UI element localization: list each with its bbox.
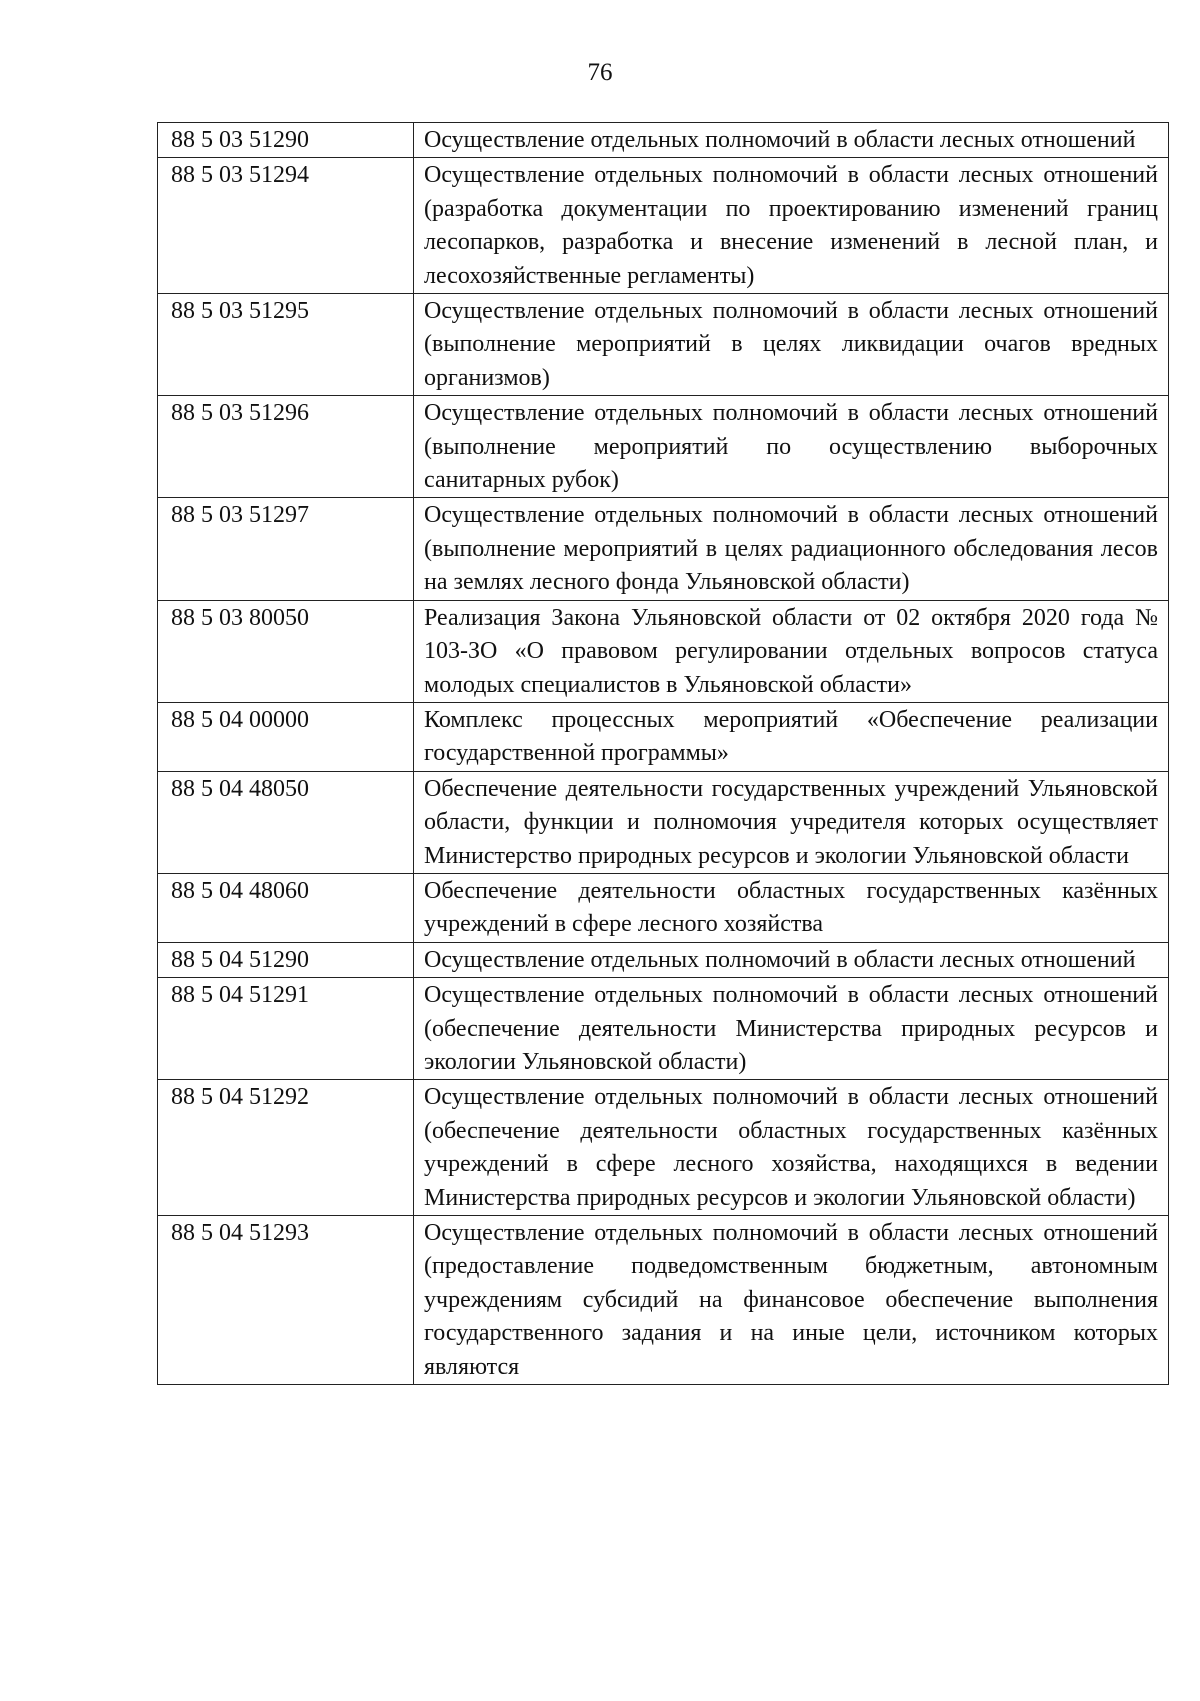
description-cell: Осуществление отдельных полномочий в области лесных отношений (обеспечение деятельности областных государственных казённых учреждений в сфере лесного хозяйства, находящихся в ведении Министерства природных ресурсов и экологии Ульяновской области) [414, 1080, 1169, 1216]
table-row [158, 600, 1169, 702]
table-row [158, 294, 1169, 396]
code-cell: 88 5 03 51297 [158, 498, 414, 600]
code-cell: 88 5 04 48060 [158, 873, 414, 942]
code-cell: 88 5 03 80050 [158, 600, 414, 702]
code-cell: 88 5 04 48050 [158, 771, 414, 873]
description-cell: Обеспечение деятельности государственных учреждений Ульяновской области, функции и полномочия учредителя которых осуществляет Министерство природных ресурсов и экологии Ульяновской области [414, 771, 1169, 873]
description-cell: Осуществление отдельных полномочий в области лесных отношений (выполнение мероприятий в целях радиационного обследования лесов на землях лесного фонда Ульяновской области) [414, 498, 1169, 600]
table-body [158, 123, 1169, 1385]
description-cell: Осуществление отдельных полномочий в области лесных отношений (разработка документации по проектированию изменений границ лесопарков, разработка и внесение изменений в лесной план, и лесохозяйственные регламенты) [414, 158, 1169, 294]
description-cell: Комплекс процессных мероприятий «Обеспечение реализации государственной программы» [414, 702, 1169, 771]
description-cell: Осуществление отдельных полномочий в области лесных отношений (предоставление подведомственным бюджетным, автономным учреждениям субсидий на финансовое обеспечение выполнения государственного задания и на иные цели, источником которых являются [414, 1216, 1169, 1385]
table-row [158, 396, 1169, 498]
description-cell: Осуществление отдельных полномочий в области лесных отношений [414, 942, 1169, 977]
table-row [158, 158, 1169, 294]
description-cell: Реализация Закона Ульяновской области от 02 октября 2020 года № 103-ЗО «О правовом регулировании отдельных вопросов статуса молодых специалистов в Ульяновской области» [414, 600, 1169, 702]
page-number: 76 [587, 59, 613, 86]
code-cell: 88 5 04 00000 [158, 702, 414, 771]
code-cell: 88 5 04 51293 [158, 1216, 414, 1385]
table-row [158, 123, 1169, 158]
table-row [158, 978, 1169, 1080]
code-cell: 88 5 03 51295 [158, 294, 414, 396]
table-row [158, 873, 1169, 942]
code-cell: 88 5 03 51296 [158, 396, 414, 498]
table-row [158, 702, 1169, 771]
code-cell: 88 5 04 51291 [158, 978, 414, 1080]
code-cell: 88 5 04 51290 [158, 942, 414, 977]
table-row [158, 498, 1169, 600]
description-cell: Осуществление отдельных полномочий в области лесных отношений (выполнение мероприятий по осуществлению выборочных санитарных рубок) [414, 396, 1169, 498]
table-row [158, 1216, 1169, 1385]
table-row [158, 1080, 1169, 1216]
code-cell: 88 5 03 51290 [158, 123, 414, 158]
description-cell: Осуществление отдельных полномочий в области лесных отношений (выполнение мероприятий в целях ликвидации очагов вредных организмов) [414, 294, 1169, 396]
table-row [158, 771, 1169, 873]
code-cell: 88 5 03 51294 [158, 158, 414, 294]
description-cell: Осуществление отдельных полномочий в области лесных отношений (обеспечение деятельности Министерства природных ресурсов и экологии Ульяновской области) [414, 978, 1169, 1080]
description-cell: Осуществление отдельных полномочий в области лесных отношений [414, 123, 1169, 158]
code-cell: 88 5 04 51292 [158, 1080, 414, 1216]
table-row [158, 942, 1169, 977]
budget-codes-table [157, 122, 1169, 1385]
description-cell: Обеспечение деятельности областных государственных казённых учреждений в сфере лесного хозяйства [414, 873, 1169, 942]
